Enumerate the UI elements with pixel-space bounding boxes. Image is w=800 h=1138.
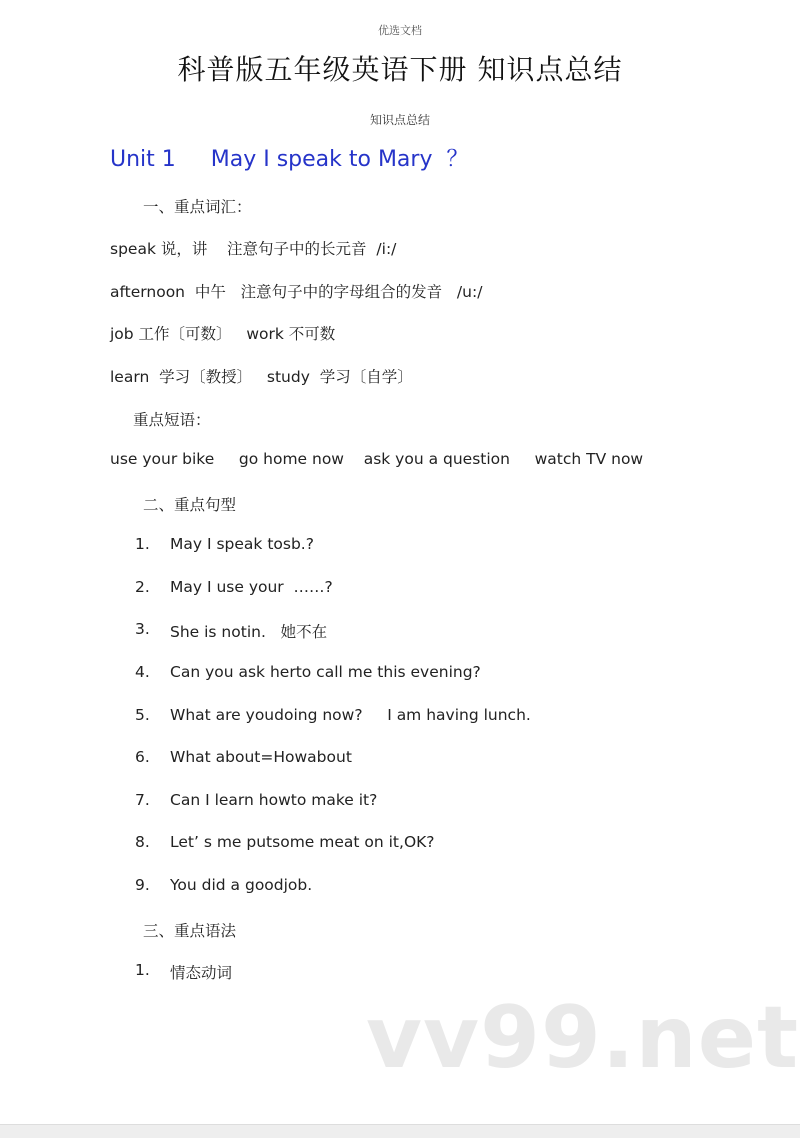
list-number: 9. [135, 876, 150, 894]
sentence-item: May I use your ……? [170, 578, 333, 596]
page-header: 优选文档 [378, 24, 422, 37]
vocab-line: speak 说，讲 注意句子中的长元音 /i:/ [110, 240, 397, 258]
watermark: vv99.net [366, 988, 800, 1088]
grammar-heading: 三、重点语法 [143, 922, 237, 940]
page-bottom-edge [0, 1124, 800, 1138]
list-number: 7. [135, 791, 150, 809]
document-title: 科普版五年级英语下册 知识点总结 [177, 53, 623, 86]
document-subtitle: 知识点总结 [369, 113, 430, 127]
sentence-item: May I speak tosb.? [170, 535, 314, 553]
phrases-heading: 重点短语： [133, 411, 211, 429]
sentence-item: She is notin. 她不在 [170, 623, 328, 641]
phrases-line: use your bike go home now ask you a question watch TV now [110, 450, 644, 468]
list-number: 4. [135, 663, 150, 681]
sentence-item: Let’ s me putsome meat on it,OK? [170, 833, 435, 851]
list-number: 1. [135, 961, 150, 979]
sentence-item: Can I learn howto make it? [170, 791, 378, 809]
sentences-heading: 二、重点句型 [143, 496, 237, 514]
unit-heading: Unit 1 May I speak to Mary ？ [110, 147, 469, 172]
sentence-item: You did a goodjob. [170, 876, 313, 894]
list-number: 2. [135, 578, 150, 596]
vocab-line: afternoon 中午 注意句子中的字母组合的发音 /u:/ [110, 283, 483, 301]
list-number: 6. [135, 748, 150, 766]
list-number: 5. [135, 706, 150, 724]
grammar-item: 情态动词 [170, 964, 233, 982]
list-number: 3. [135, 620, 150, 638]
sentence-item: Can you ask herto call me this evening? [170, 663, 481, 681]
vocab-line: learn 学习〔教授〕 study 学习〔自学〕 [110, 368, 413, 386]
list-number: 1. [135, 535, 150, 553]
vocab-line: job 工作〔可数〕 work 不可数 [110, 325, 336, 343]
sentence-item: What are youdoing now? I am having lunch. [170, 706, 531, 724]
vocab-heading: 一、重点词汇： [143, 198, 252, 216]
list-number: 8. [135, 833, 150, 851]
sentence-item: What about=Howabout [170, 748, 352, 766]
